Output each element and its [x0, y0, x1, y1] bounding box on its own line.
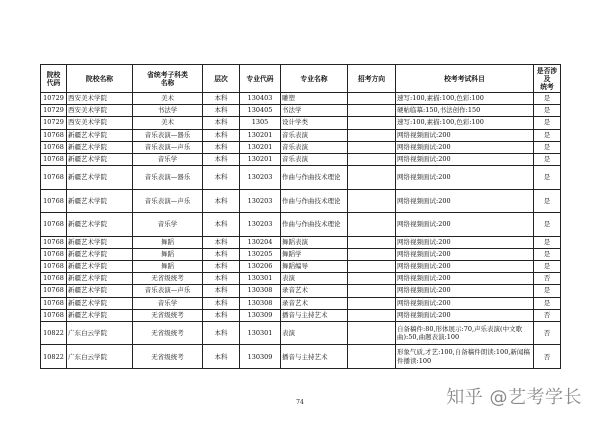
- cell-school-name: 广东白云学院: [67, 321, 133, 345]
- table-row: [41, 153, 561, 165]
- cell-school-code: 10768: [41, 248, 67, 260]
- cell-major-name: 设计学类: [281, 117, 348, 129]
- cell-major-code: 130309: [240, 309, 281, 321]
- cell-exam-subjects: 网络视频面试:200: [396, 141, 534, 153]
- cell-unified-exam: 是: [534, 285, 561, 297]
- cell-exam-subcategory: 音乐表演—器乐: [133, 129, 203, 141]
- table-row: [41, 105, 561, 117]
- cell-unified-exam: 否: [534, 273, 561, 285]
- cell-unified-exam: 是: [534, 166, 561, 190]
- cell-major-name: 作曲与作曲技术理论: [281, 213, 348, 237]
- cell-school-code: 10729: [41, 117, 67, 129]
- table-row: [41, 189, 561, 213]
- cell-school-name: 新疆艺术学院: [67, 129, 133, 141]
- cell-exam-subcategory: 书法学: [133, 105, 203, 117]
- cell-major-name: 音乐表演: [281, 129, 348, 141]
- cell-major-code: 130308: [240, 285, 281, 297]
- watermark: 知乎 @艺考学长: [446, 387, 582, 408]
- cell-unified-exam: 是: [534, 297, 561, 309]
- cell-unified-exam: 是: [534, 261, 561, 273]
- cell-exam-subjects: 网络视频面试:200: [396, 153, 534, 165]
- cell-exam-subjects: 网络视频面试:200: [396, 166, 534, 190]
- cell-direction: [348, 166, 396, 190]
- cell-school-name: 新疆艺术学院: [67, 141, 133, 153]
- cell-exam-subjects: 网络视频面试:200: [396, 285, 534, 297]
- cell-unified-exam: 是: [534, 153, 561, 165]
- cell-school-name: 新疆艺术学院: [67, 153, 133, 165]
- cell-direction: [348, 105, 396, 117]
- header-exam-subcategory: 省统考子科类 名称: [133, 65, 203, 93]
- cell-direction: [348, 248, 396, 260]
- table-row: [41, 285, 561, 297]
- cell-major-name: 录音艺术: [281, 297, 348, 309]
- cell-unified-exam: 是: [534, 117, 561, 129]
- cell-level: 本科: [203, 273, 240, 285]
- cell-direction: [348, 213, 396, 237]
- cell-major-name: 音乐表演: [281, 153, 348, 165]
- cell-direction: [348, 141, 396, 153]
- cell-level: 本科: [203, 285, 240, 297]
- cell-school-code: 10768: [41, 129, 67, 141]
- cell-level: 本科: [203, 261, 240, 273]
- cell-school-code: 10768: [41, 153, 67, 165]
- cell-direction: [348, 261, 396, 273]
- cell-major-code: 130203: [240, 189, 281, 213]
- cell-school-name: 新疆艺术学院: [67, 189, 133, 213]
- cell-direction: [348, 129, 396, 141]
- header-major-code: 专业代码: [240, 65, 281, 93]
- cell-exam-subcategory: 音乐表演—声乐: [133, 189, 203, 213]
- cell-exam-subcategory: 音乐表演—器乐: [133, 166, 203, 190]
- cell-major-code: 1305: [240, 117, 281, 129]
- cell-exam-subcategory: 美术: [133, 117, 203, 129]
- cell-school-code: 10729: [41, 105, 67, 117]
- cell-level: 本科: [203, 93, 240, 105]
- cell-major-code: 130206: [240, 261, 281, 273]
- cell-direction: [348, 309, 396, 321]
- cell-exam-subjects: 硬帖临摹:150,书法创作:150: [396, 105, 534, 117]
- cell-major-name: 作曲与作曲技术理论: [281, 166, 348, 190]
- cell-school-name: 新疆艺术学院: [67, 297, 133, 309]
- cell-major-code: 130309: [240, 345, 281, 369]
- table-row: [41, 273, 561, 285]
- cell-major-name: 舞蹈表演: [281, 236, 348, 248]
- cell-school-code: 10768: [41, 189, 67, 213]
- cell-exam-subjects: 网络视频面试:200: [396, 236, 534, 248]
- header-school-name: 院校名称: [67, 65, 133, 93]
- cell-exam-subcategory: 音乐表演—声乐: [133, 285, 203, 297]
- cell-exam-subjects: 网络视频面试:200: [396, 129, 534, 141]
- cell-exam-subcategory: 音乐学: [133, 153, 203, 165]
- cell-major-name: 舞蹈编导: [281, 261, 348, 273]
- cell-level: 本科: [203, 153, 240, 165]
- cell-level: 本科: [203, 129, 240, 141]
- cell-exam-subjects: 自备稿件:80,形体展示:70,声乐表演(中文歌曲):50,曲题表演:100: [396, 321, 534, 345]
- cell-unified-exam: 是: [534, 141, 561, 153]
- cell-exam-subjects: 网络视频面试:200: [396, 309, 534, 321]
- cell-major-name: 作曲与作曲技术理论: [281, 189, 348, 213]
- cell-school-name: 新疆艺术学院: [67, 309, 133, 321]
- cell-direction: [348, 297, 396, 309]
- cell-school-code: 10768: [41, 166, 67, 190]
- cell-major-code: 130205: [240, 248, 281, 260]
- cell-school-name: 新疆艺术学院: [67, 273, 133, 285]
- header-school-code: 院校 代码: [41, 65, 67, 93]
- cell-direction: [348, 345, 396, 369]
- cell-level: 本科: [203, 309, 240, 321]
- cell-exam-subcategory: 音乐表演—声乐: [133, 141, 203, 153]
- table-row: [41, 141, 561, 153]
- cell-major-code: 130301: [240, 321, 281, 345]
- cell-major-code: 130203: [240, 166, 281, 190]
- cell-major-code: 130308: [240, 297, 281, 309]
- cell-school-code: 10768: [41, 261, 67, 273]
- cell-exam-subjects: 形象气质,才艺:100,自备稿件朗读:100,新闻稿件播读:100: [396, 345, 534, 369]
- cell-school-code: 10768: [41, 273, 67, 285]
- cell-major-name: 表演: [281, 321, 348, 345]
- header-unified-exam: 是否涉及 统考: [534, 65, 561, 93]
- cell-school-name: 新疆艺术学院: [67, 213, 133, 237]
- cell-school-code: 10768: [41, 309, 67, 321]
- table-row: [41, 213, 561, 237]
- cell-major-code: 130301: [240, 273, 281, 285]
- cell-unified-exam: 否: [534, 321, 561, 345]
- table-row: [41, 93, 561, 105]
- cell-school-code: 10768: [41, 141, 67, 153]
- cell-exam-subcategory: 无省级统考: [133, 345, 203, 369]
- cell-direction: [348, 236, 396, 248]
- cell-level: 本科: [203, 105, 240, 117]
- table-row: [41, 248, 561, 260]
- cell-exam-subcategory: 美术: [133, 93, 203, 105]
- cell-school-name: 西安美术学院: [67, 117, 133, 129]
- cell-level: 本科: [203, 248, 240, 260]
- cell-unified-exam: 是: [534, 248, 561, 260]
- cell-major-code: 130201: [240, 153, 281, 165]
- cell-direction: [348, 321, 396, 345]
- cell-school-code: 10768: [41, 236, 67, 248]
- table-row: [41, 129, 561, 141]
- cell-school-name: 西安美术学院: [67, 105, 133, 117]
- cell-exam-subcategory: 无省级统考: [133, 309, 203, 321]
- cell-exam-subjects: 网络视频面试:200: [396, 213, 534, 237]
- cell-exam-subcategory: 无省级统考: [133, 273, 203, 285]
- cell-major-code: 130405: [240, 105, 281, 117]
- table-row: [41, 345, 561, 369]
- cell-level: 本科: [203, 321, 240, 345]
- cell-exam-subjects: 网络视频面试:200: [396, 189, 534, 213]
- header-level: 层次: [203, 65, 240, 93]
- cell-direction: [348, 285, 396, 297]
- cell-exam-subcategory: 无省级统考: [133, 321, 203, 345]
- cell-level: 本科: [203, 213, 240, 237]
- cell-unified-exam: 是: [534, 189, 561, 213]
- cell-direction: [348, 93, 396, 105]
- cell-school-name: 西安美术学院: [67, 93, 133, 105]
- cell-unified-exam: 否: [534, 345, 561, 369]
- cell-unified-exam: 是: [534, 129, 561, 141]
- cell-exam-subjects: 速写:100,素描:100,色彩:100: [396, 93, 534, 105]
- cell-major-code: 130201: [240, 129, 281, 141]
- cell-exam-subcategory: 音乐学: [133, 297, 203, 309]
- cell-level: 本科: [203, 117, 240, 129]
- cell-direction: [348, 273, 396, 285]
- cell-unified-exam: 是: [534, 213, 561, 237]
- cell-level: 本科: [203, 189, 240, 213]
- table-row: [41, 261, 561, 273]
- cell-school-code: 10822: [41, 321, 67, 345]
- cell-exam-subjects: 网络视频面试:200: [396, 273, 534, 285]
- header-exam-subjects: 校考考试科目: [396, 65, 534, 93]
- cell-school-name: 新疆艺术学院: [67, 248, 133, 260]
- table-row: [41, 166, 561, 190]
- cell-school-name: 广东白云学院: [67, 345, 133, 369]
- cell-school-code: 10768: [41, 213, 67, 237]
- header-major-name: 专业名称: [281, 65, 348, 93]
- table-row: [41, 117, 561, 129]
- page-number: 74: [296, 399, 304, 406]
- cell-school-name: 新疆艺术学院: [67, 166, 133, 190]
- header-direction: 招考方向: [348, 65, 396, 93]
- table-row: [41, 297, 561, 309]
- cell-school-name: 新疆艺术学院: [67, 236, 133, 248]
- table-row: [41, 321, 561, 345]
- cell-exam-subjects: 网络视频面试:200: [396, 261, 534, 273]
- cell-direction: [348, 153, 396, 165]
- cell-major-name: 录音艺术: [281, 285, 348, 297]
- cell-school-code: 10729: [41, 93, 67, 105]
- cell-major-name: 舞蹈学: [281, 248, 348, 260]
- cell-school-code: 10822: [41, 345, 67, 369]
- cell-level: 本科: [203, 297, 240, 309]
- cell-major-code: 130201: [240, 141, 281, 153]
- cell-major-name: 音乐表演: [281, 141, 348, 153]
- cell-school-name: 新疆艺术学院: [67, 285, 133, 297]
- cell-exam-subcategory: 舞蹈: [133, 236, 203, 248]
- cell-major-name: 表演: [281, 273, 348, 285]
- cell-level: 本科: [203, 166, 240, 190]
- cell-level: 本科: [203, 236, 240, 248]
- cell-direction: [348, 189, 396, 213]
- table-header-row: [41, 65, 561, 93]
- cell-major-code: 130203: [240, 213, 281, 237]
- cell-major-name: 雕塑: [281, 93, 348, 105]
- cell-major-name: 播音与主持艺术: [281, 309, 348, 321]
- cell-level: 本科: [203, 141, 240, 153]
- admission-table: [40, 64, 561, 369]
- cell-direction: [348, 117, 396, 129]
- cell-school-code: 10768: [41, 285, 67, 297]
- cell-school-code: 10768: [41, 297, 67, 309]
- cell-exam-subjects: 速写:100,素描:100,色彩:100: [396, 117, 534, 129]
- cell-unified-exam: 是: [534, 236, 561, 248]
- cell-major-name: 播音与主持艺术: [281, 345, 348, 369]
- table-row: [41, 236, 561, 248]
- cell-major-code: 130204: [240, 236, 281, 248]
- cell-exam-subjects: 网络视频面试:200: [396, 248, 534, 260]
- cell-unified-exam: 是: [534, 105, 561, 117]
- cell-level: 本科: [203, 345, 240, 369]
- cell-exam-subjects: 网络视频面试:200: [396, 297, 534, 309]
- cell-unified-exam: 是: [534, 93, 561, 105]
- table-row: [41, 309, 561, 321]
- cell-exam-subcategory: 舞蹈: [133, 261, 203, 273]
- cell-exam-subcategory: 音乐学: [133, 213, 203, 237]
- cell-school-name: 新疆艺术学院: [67, 261, 133, 273]
- cell-major-name: 书法学: [281, 105, 348, 117]
- cell-major-code: 130403: [240, 93, 281, 105]
- table-body: [41, 93, 561, 369]
- cell-exam-subcategory: 舞蹈: [133, 248, 203, 260]
- cell-unified-exam: 否: [534, 309, 561, 321]
